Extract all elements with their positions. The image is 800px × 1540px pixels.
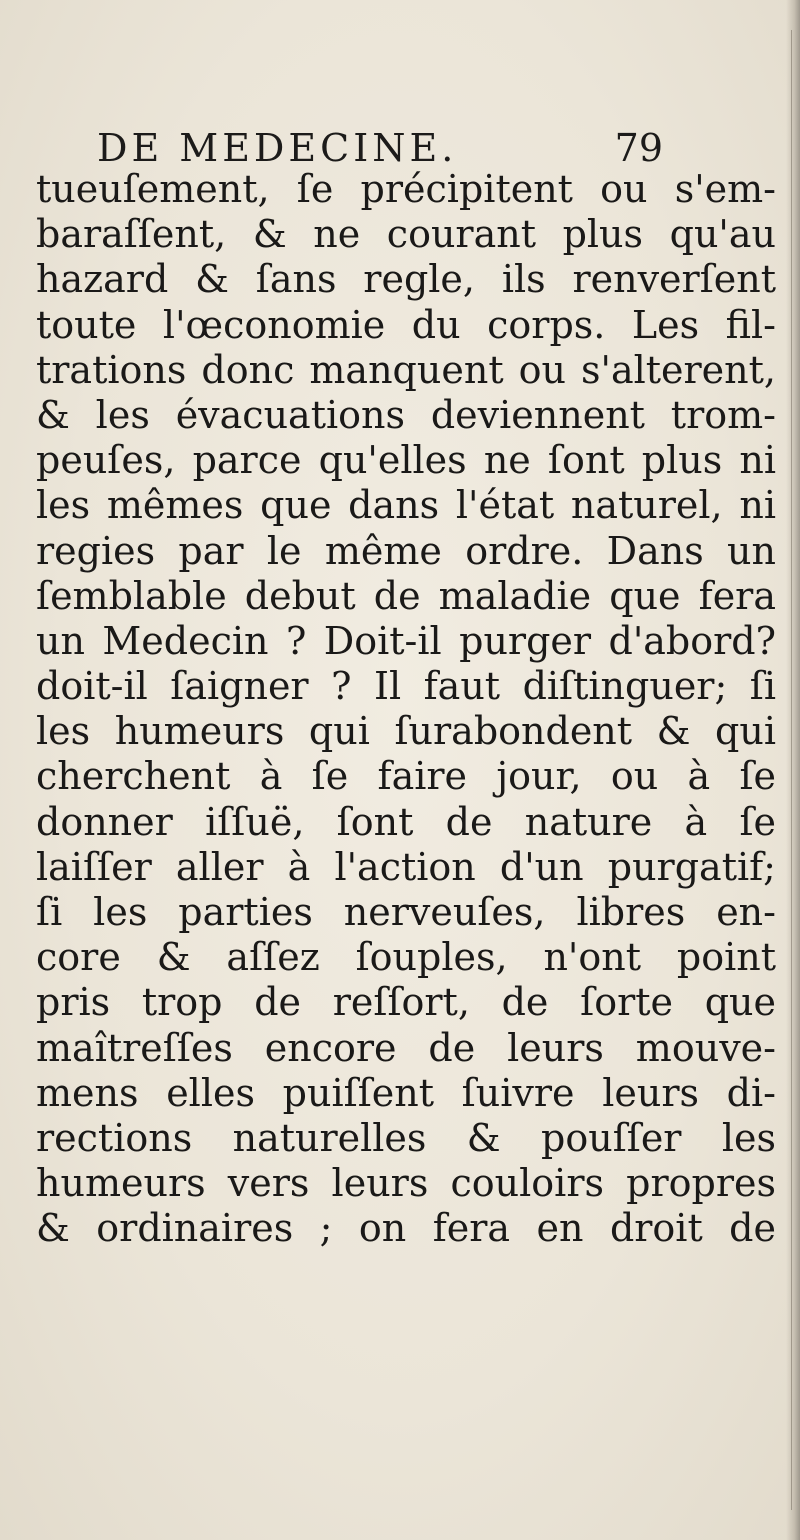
page-edge-shadow bbox=[786, 0, 800, 1540]
text-line: pris trop de reſſort, de ſorte que bbox=[36, 980, 776, 1025]
text-line: laiſſer aller à l'action d'un purgatif; bbox=[36, 844, 776, 889]
text-line: un Medecin ? Doit-il purger d'abord? bbox=[36, 618, 776, 663]
page-header bbox=[97, 124, 663, 172]
text-line: trations donc manquent ou s'alterent, bbox=[36, 347, 776, 392]
text-line: maîtreſſes encore de leurs mouve- bbox=[36, 1025, 776, 1070]
text-line: tueuſement, ſe précipitent ou s'em- bbox=[36, 167, 776, 211]
text-line: mens elles puiſſent ſuivre leurs di- bbox=[36, 1070, 776, 1115]
text-line: baraſſent, & ne courant plus qu'au bbox=[36, 212, 776, 257]
text-line: & les évacuations deviennent trom- bbox=[36, 392, 776, 437]
text-line: regies par le même ordre. Dans un bbox=[36, 528, 776, 573]
running-head: DE MEDECINE. bbox=[97, 126, 458, 170]
text-line: ſi les parties nerveuſes, libres en- bbox=[36, 890, 776, 934]
page-edge-line bbox=[791, 30, 792, 1510]
page-number: 79 bbox=[614, 126, 663, 170]
text-line: les mêmes que dans l'état naturel, ni bbox=[36, 483, 776, 528]
text-line: doit-il ſaigner ? Il faut diſtinguer; ſi bbox=[36, 664, 776, 709]
text-line: cherchent à ſe faire jour, ou à ſe bbox=[36, 754, 776, 799]
text-line: donner iſſuë, ſont de nature à ſe bbox=[36, 799, 776, 844]
text-line: toute l'œconomie du corps. Les fil- bbox=[36, 302, 776, 347]
text-line: peuſes, parce qu'elles ne ſont plus ni bbox=[36, 438, 776, 483]
text-line: hazard & ſans regle, ils renverſent bbox=[36, 257, 776, 302]
text-line: ſemblable debut de maladie que fera bbox=[36, 573, 776, 618]
text-line: les humeurs qui ſurabondent & qui bbox=[36, 709, 776, 754]
text-line: humeurs vers leurs couloirs propres bbox=[36, 1161, 776, 1206]
text-line: core & aſſez ſouples, n'ont point bbox=[36, 935, 776, 980]
text-line: rections naturelles & pouſſer les bbox=[36, 1115, 776, 1160]
body-text bbox=[36, 167, 776, 1252]
text-line: & ordinaires ; on fera en droit de bbox=[36, 1206, 776, 1251]
